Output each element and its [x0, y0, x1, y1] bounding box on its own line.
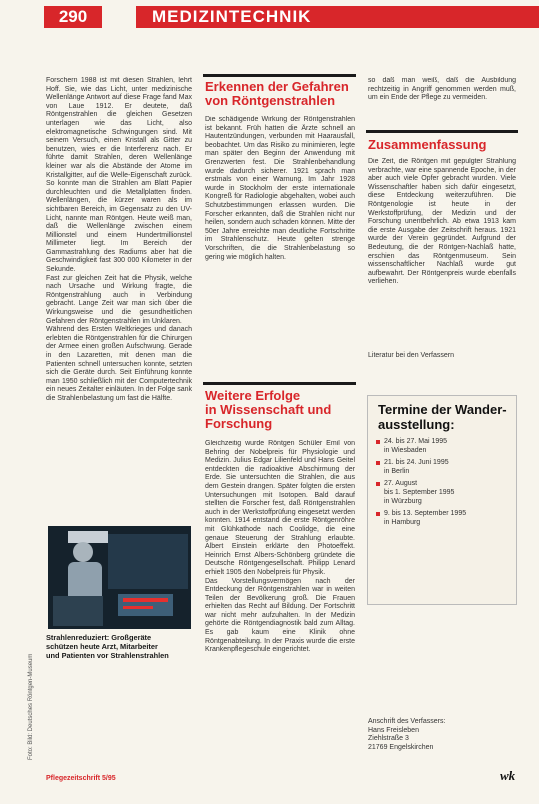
- heading-successes: Weitere Erfolge in Wissenschaft und Forschung: [205, 388, 332, 431]
- exhibition-date-item: 24. bis 27. Mai 1995 in Wiesbaden: [376, 438, 510, 455]
- photo-caption: Strahlenreduziert: Großgeräte schützen heute Arzt, Mitarbeiter und Patienten vor Strahlenstrahlen: [46, 633, 169, 660]
- column-2-text-1: Die schädigende Wirkung der Röntgenstrahlen ist bekannt. Früh hatten die Ärzte schnell an Hautentzündungen, verbunden mit Haarausfall, beobachtet. Um das Risiko zu minimieren, legte man später den Beginn der Anwendung mit Grenzwerten fest. Die Strahlenbehandlung wurde dadurch sicherer. 1921 sprach man erstmals von einer Warnung. Im Jahr 1928 wurde in Stockholm der erste internationale Kongreß für Radiologie abgehalten, wobei auch Schutzbestimmungen erlassen wurden. Die Forscher erkannten, daß die Strahlen nicht nur heilen, sondern auch schaden können. Mitte der 50er Jahre erreichte man deutliche Fortschritte im Strahlenschutz. Heute gelten strenge Vorschriften, die die Strahlenbelastung so gering wie möglich halten.: [205, 116, 355, 261]
- photo-credit: Foto: Bild: Deutsches Röntgen-Museum: [28, 653, 34, 760]
- heading-rule-1: [203, 74, 356, 77]
- heading-rule-2: [203, 382, 356, 385]
- xray-equipment-image: [48, 526, 191, 629]
- exhibition-date-item: 9. bis 13. September 1995 in Hamburg: [376, 510, 510, 527]
- heading-rule-3: [366, 130, 518, 133]
- literature-note: Literatur bei den Verfassern: [368, 352, 454, 359]
- section-title: MEDIZINTECHNIK: [152, 7, 312, 26]
- column-3-intro: [368, 77, 516, 121]
- journal-footer: Pflegezeitschrift 5/95: [46, 775, 116, 782]
- page-number: 290: [44, 6, 102, 28]
- column-2-section-1: [205, 116, 355, 374]
- column-1-text: Forschern 1988 ist mit diesen Strahlen, lehrt Hoff. Sie, wie das Licht, unter medizinische Wellenlänge Antwort auf diese Frage fand Max von Laue 1912. Er deutete, daß Röntgenstrahlen die gleichen Gesetzen unterlagen wie das Licht, also elektromagnetische Schwingungen sind. Mit seinem Versuch, einen Kristall als Gitter zu benutzen, wies er die Interferenz nach. Er führte damit Strahlen, deren Wellenlänge kleiner war als die Abstände der Atome im Kristallgitter, auf die Welle-Eigenschaft zurück. So konnte man die Strahlen am Blatt Papier durchleuchten und die Metallplatten finden. Wellenlängen, die kürzer waren als im sichtbaren Bereich, im Gegensatz zu den UV-Licht, nannte man Röntgen. Heute weiß man, daß die Wellenlänge zwischen einem Millionstel und einem Hundertmillionstel Millimeter liegt. Im Bereich der Gammastrahlung des Radiums aber hat die Geschwindigkeit fast 300 000 Kilometer in der Sekunde. Fast zur gleichen Zeit hat die Physik, welche nach Ursache und Wirkung fragte, die Röntgenstrahlung auch in Verbindung gebracht. Lange Zeit war man sich über die Wirkungsweise und die gesundheitlichen Gefahren der Röntgenstrahlen im Unklaren. Während des Ersten Weltkrieges und danach erlebten die Röntgenstrahlen für die Chirurgen der Armee einen großen Aufschwung. Gerade in den Lazaretten, mit denen man die Patienten schnell untersuchen konnte, setzten sich die Geräte durch. Seit Einführung konnte man 1950 schließlich mit der Computertechnik ein neues Zeitalter einläuten. In der Folge sank die Strahlenbelastung um fast die Hälfte.: [46, 77, 192, 402]
- photo: [48, 526, 191, 629]
- column-2-text-2: Gleichzeitig wurde Röntgen Schüler Emil von Behring der Nobelpreis für Physiologie und Medizin. Julius Edgar Lilienfeld und Hans Geitel entdeckten die radioaktive Abschirmung der Erde. Sie untersuchten die Strahlen, die aus dem Gestein drangen. Später folgten die ersten Untersuchungen mit Isotopen. Bald darauf stellten die Forscher fest, daß Röntgenstrahlen auch in der Werkstoffprüfung eingesetzt werden konnten. 1914 entstand die erste Röntgenröhre mit Glühkathode nach Coolidge, die eine genaue Steuerung der Strahlung erlaubte. Albert Einstein erklärte den Photoeffekt. Heinrich Ernst Albers-Schönberg gründete die Deutsche Röntgengesellschaft. Philipp Lenard erhielt 1905 den Nobelpreis für Physik. Das Vorstellungsvermögen nach der Entdeckung der Röntgenstrahlen war in weiten Teilen der Bevölkerung groß. Die Frauen erhielten das Recht auf Bildung. Der Fortschritt war nicht mehr aufzuhalten. In der Medizin gehörte die Röntgendiagnostik bald zum Alltag. Es gab kaum eine Klinik ohne Röntgenabteilung. In der Praxis wurde die erste Krankenpflegeschule eingerichtet.: [205, 440, 355, 654]
- column-1: [46, 77, 192, 517]
- exhibition-date-item: 27. August bis 1. September 1995 in Würzburg: [376, 480, 510, 506]
- exhibition-dates-box: [367, 395, 517, 605]
- heading-dangers: Erkennen der Gefahren von Röntgenstrahlen: [205, 79, 349, 108]
- column-2-section-2: [205, 440, 355, 780]
- column-3-summary: [368, 158, 516, 343]
- author-address: Anschrift des Verfassers: Hans Freisleben Ziehlstraße 3 21769 Engelskirchen: [368, 718, 446, 751]
- exhibition-dates-title: Termine der Wander- ausstellung:: [378, 402, 507, 432]
- publisher-logo: wk: [500, 768, 516, 783]
- column-3-text-1: so daß man weiß, daß die Ausbildung rechtzeitig in Angriff genommen werden muß, um ein Ende der Pflege zu vermeiden.: [368, 77, 516, 102]
- heading-summary: Zusammenfassung: [368, 137, 487, 152]
- exhibition-date-item: 21. bis 24. Juni 1995 in Berlin: [376, 459, 510, 476]
- exhibition-dates-list: [376, 438, 510, 531]
- column-3-text-2: Die Zeit, die Röntgen mit gepulgter Strahlung verbrachte, war eine spannende Epoche, in der aber auch viele Opfer gebracht wurden. Viele Wissenschaftler haben sich dafür eingesetzt, diese Entdeckung weiterzuführen. Die Röntgenologie ist heute in der Werkstoffprüfung, der Medizin und der Forschung unentbehrlich. Ab etwa 1913 kam die erste Ausgabe der Zeitschrift heraus. 1921 wurde der Verein gegründet. Aufgrund der Bedeutung, die der Röntgen-Nachlaß hatte, erschien das Röntgenmuseum. Sein wissenschaftlicher Nachlaß wurde gut aufbewahrt. Der Röntgenpreis wurde ebenfalls verliehen.: [368, 158, 516, 286]
